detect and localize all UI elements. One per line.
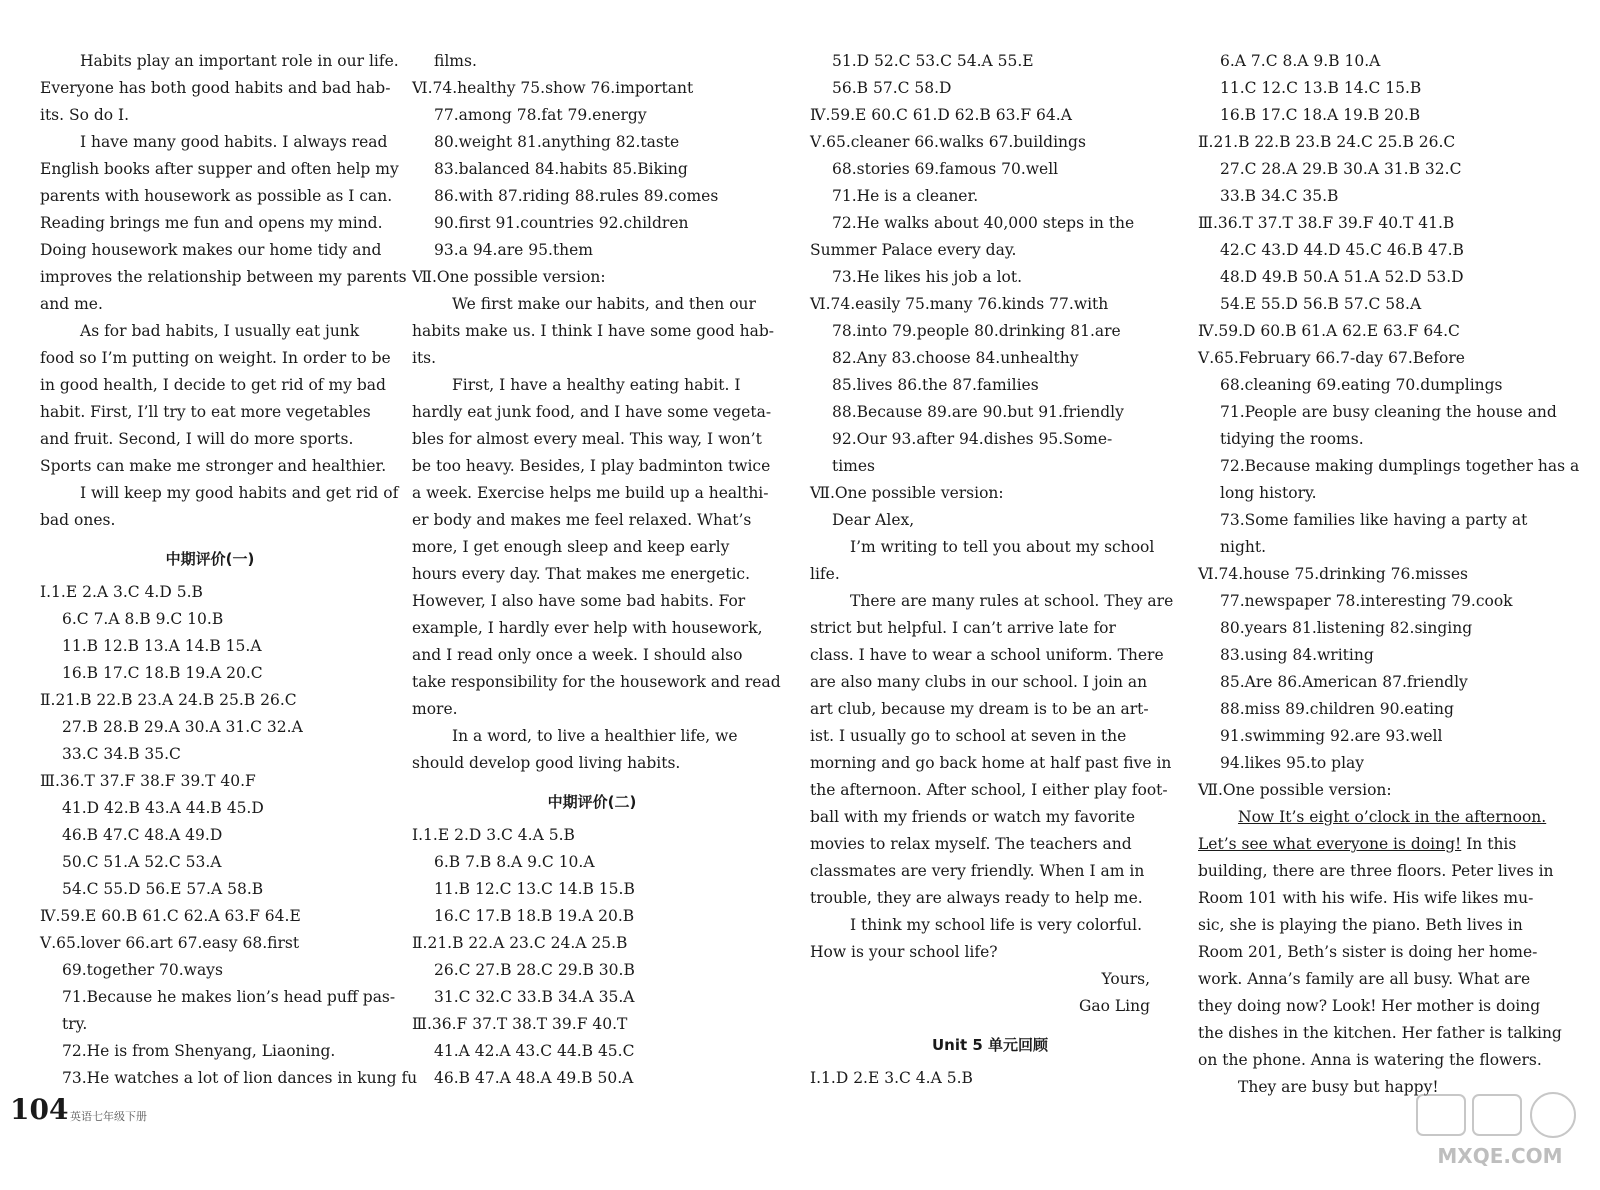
answer-line: 92.Our 93.after 94.dishes 95.Some- (832, 430, 1113, 448)
answer-line: Ⅳ.59.E 60.B 61.C 62.A 63.F 64.E (40, 907, 301, 925)
answer-line: Ⅰ.1.E 2.D 3.C 4.A 5.B (412, 826, 575, 844)
answer-line: 77.among 78.fat 79.energy (434, 106, 647, 124)
answer-line: 56.B 57.C 58.D (832, 79, 952, 97)
answer-line: 72.He walks about 40,000 steps in the (832, 214, 1135, 232)
answer-line: tidying the rooms. (1220, 430, 1364, 448)
text-line: building, there are three floors. Peter lives in (1198, 862, 1554, 880)
answer-line: 71.Because he makes lion’s head puff pas- (62, 988, 396, 1006)
text-line: take responsibility for the housework and read (412, 673, 781, 691)
answer-line: 26.C 27.B 28.C 29.B 30.B (434, 961, 635, 979)
answer-line: 46.B 47.C 48.A 49.D (62, 826, 223, 844)
text-line: How is your school life? (810, 943, 998, 961)
text-line: First, I have a healthy eating habit. I (452, 376, 741, 394)
answer-line: 83.using 84.writing (1220, 646, 1374, 664)
text-line: strict but helpful. I can’t arrive late for (810, 619, 1116, 637)
text-line: Dear Alex, (832, 511, 915, 529)
answer-line: 80.weight 81.anything 82.taste (434, 133, 680, 151)
text-line: and fruit. Second, I will do more sports. (40, 430, 354, 448)
underlined-text-line: Now It’s eight o’clock in the afternoon. (1238, 808, 1547, 826)
answer-line: 6.C 7.A 8.B 9.C 10.B (62, 610, 224, 628)
answer-line: Ⅵ.74.house 75.drinking 76.misses (1198, 565, 1468, 583)
column-3 (810, 48, 1174, 1092)
answer-line: Ⅵ.74.healthy 75.show 76.important (412, 79, 694, 97)
answer-line: 6.A 7.C 8.A 9.B 10.A (1220, 52, 1381, 70)
answer-line: 78.into 79.people 80.drinking 81.are (832, 322, 1121, 340)
section-heading: 中期评价(二) (547, 793, 637, 811)
answer-line: 16.C 17.B 18.B 19.A 20.B (434, 907, 635, 925)
page-number: 104 (10, 1093, 69, 1126)
answer-line: Ⅱ.21.B 22.A 23.C 24.A 25.B (412, 934, 628, 952)
text-line: in good health, I decide to get rid of my bad (40, 376, 386, 394)
column-4 (1198, 48, 1580, 1101)
text-line: are also many clubs in our school. I join an (810, 673, 1148, 691)
signature-line: Gao Ling (1078, 997, 1150, 1015)
text-line: and I read only once a week. I should also (412, 646, 743, 664)
text-line: more. (412, 700, 458, 718)
answer-line: 31.C 32.C 33.B 34.A 35.A (434, 988, 635, 1006)
text-line: habits make us. I think I have some good hab- (412, 322, 774, 340)
answer-line: Ⅶ.One possible version: (810, 484, 1004, 502)
answer-line: 11.B 12.B 13.A 14.B 15.A (62, 637, 262, 655)
answer-line: 51.D 52.C 53.C 54.A 55.E (832, 52, 1034, 70)
answer-line: 71.People are busy cleaning the house and (1220, 403, 1557, 421)
text-line: ist. I usually go to school at seven in the (810, 727, 1127, 745)
answer-line: 88.miss 89.children 90.eating (1220, 700, 1454, 718)
answer-line: Ⅶ.One possible version: (1198, 781, 1392, 799)
text-line: work. Anna’s family are all busy. What are (1198, 970, 1531, 988)
answer-line: 41.D 42.B 43.A 44.B 45.D (62, 799, 264, 817)
text-line: example, I hardly ever help with housework, (412, 619, 763, 637)
text-line: Yours, (1101, 970, 1150, 988)
answer-line: 71.He is a cleaner. (832, 187, 979, 205)
text-line: classmates are very friendly. When I am in (810, 862, 1145, 880)
answer-line: times (832, 457, 876, 475)
answer-line: 68.stories 69.famous 70.well (832, 160, 1059, 178)
section-heading: Unit 5 单元回顾 (931, 1036, 1049, 1054)
text-line: the afternoon. After school, I either play foot- (810, 781, 1168, 799)
text-span: In this (1466, 835, 1517, 853)
answer-line: 91.swimming 92.are 93.well (1220, 727, 1443, 745)
text-line: We first make our habits, and then our (452, 295, 756, 313)
text-line: its. (412, 349, 437, 367)
answer-line: 86.with 87.riding 88.rules 89.comes (434, 187, 719, 205)
text-line: Doing housework makes our home tidy and (40, 241, 382, 259)
text-line: There are many rules at school. They are (850, 592, 1174, 610)
answer-line: Ⅴ.65.lover 66.art 67.easy 68.first (40, 934, 300, 952)
answer-line: 48.D 49.B 50.A 51.A 52.D 53.D (1220, 268, 1464, 286)
answer-line: 42.C 43.D 44.D 45.C 46.B 47.B (1220, 241, 1464, 259)
text-line: Reading brings me fun and opens my mind. (40, 214, 383, 232)
text-line: habit. First, I’ll try to eat more vegetables (40, 403, 371, 421)
answer-line: 54.C 55.D 56.E 57.A 58.B (62, 880, 264, 898)
text-line: food so I’m putting on weight. In order to be (40, 349, 391, 367)
answer-line: 80.years 81.listening 82.singing (1220, 619, 1473, 637)
text-line: hours every day. That makes me energetic. (412, 565, 751, 583)
answer-line: 72.Because making dumplings together has a (1220, 457, 1580, 475)
answer-line: 73.He watches a lot of lion dances in kung fu (62, 1069, 418, 1087)
answer-line: Ⅴ.65.February 66.7-day 67.Before (1198, 349, 1465, 367)
answer-line: 54.E 55.D 56.B 57.C 58.A (1220, 295, 1422, 313)
text-line: I’m writing to tell you about my school (850, 538, 1155, 556)
answer-line: Ⅴ.65.cleaner 66.walks 67.buildings (810, 133, 1086, 151)
text-line: Room 201, Beth’s sister is doing her home- (1198, 943, 1538, 961)
text-line: I will keep my good habits and get rid of (80, 484, 399, 502)
answer-line: 73.Some families like having a party at (1220, 511, 1528, 529)
text-line: art club, because my dream is to be an art- (810, 700, 1149, 718)
answer-line: Ⅲ.36.T 37.F 38.F 39.T 40.F (40, 772, 256, 790)
svg-text:MXQE.COM: MXQE.COM (1437, 1144, 1563, 1168)
text-line: life. (810, 565, 840, 583)
text-line: Habits play an important role in our life. (80, 52, 399, 70)
section-heading: 中期评价(一) (165, 550, 255, 568)
text-line: they doing now? Look! Her mother is doing (1198, 997, 1541, 1015)
answer-line: long history. (1220, 484, 1317, 502)
answer-line: 85.Are 86.American 87.friendly (1220, 673, 1468, 691)
answer-line: 69.together 70.ways (62, 961, 223, 979)
answer-line: films. (434, 52, 477, 70)
text-line: Room 101 with his wife. His wife likes mu- (1198, 889, 1534, 907)
answer-line: 16.B 17.C 18.B 19.A 20.C (62, 664, 263, 682)
text-line: In a word, to live a healthier life, we (452, 727, 738, 745)
answer-line: night. (1220, 538, 1267, 556)
text-line: class. I have to wear a school uniform. There (810, 646, 1164, 664)
watermark-logo (1405, 1085, 1595, 1175)
answer-line: 33.C 34.B 35.C (62, 745, 181, 763)
answer-line: Ⅰ.1.D 2.E 3.C 4.A 5.B (810, 1069, 973, 1087)
answer-line: Ⅱ.21.B 22.B 23.A 24.B 25.B 26.C (40, 691, 297, 709)
text-line: They are busy but happy! (1238, 1078, 1439, 1096)
answer-line: Ⅳ.59.E 60.C 61.D 62.B 63.F 64.A (810, 106, 1072, 124)
text-line: on the phone. Anna is watering the flowers. (1198, 1051, 1542, 1069)
text-line: English books after supper and often help my (40, 160, 399, 178)
text-line: Sports can make me stronger and healthier. (40, 457, 387, 475)
text-line: movies to relax myself. The teachers and (810, 835, 1132, 853)
text-line: I think my school life is very colorful. (850, 916, 1142, 934)
text-line: er body and makes me feel relaxed. What’s (412, 511, 752, 529)
answer-line: 88.Because 89.are 90.but 91.friendly (832, 403, 1124, 421)
answer-line: Ⅲ.36.F 37.T 38.T 39.F 40.T (412, 1015, 628, 1033)
text-line: should develop good living habits. (412, 754, 681, 772)
text-line (1198, 831, 1568, 858)
answer-line: 6.B 7.B 8.A 9.C 10.A (434, 853, 595, 871)
book-label: 英语七年级下册 (70, 1110, 147, 1123)
answer-line: 77.newspaper 78.interesting 79.cook (1220, 592, 1513, 610)
text-line: morning and go back home at half past five in (810, 754, 1172, 772)
text-line: sic, she is playing the piano. Beth lives in (1198, 916, 1523, 934)
text-line: be too heavy. Besides, I play badminton twice (412, 457, 771, 475)
answer-line: 11.C 12.C 13.B 14.C 15.B (1220, 79, 1422, 97)
text-line: a week. Exercise helps me build up a healthi- (412, 484, 769, 502)
answer-line: Ⅰ.1.E 2.A 3.C 4.D 5.B (40, 583, 203, 601)
answer-line: Ⅶ.One possible version: (412, 268, 606, 286)
answer-line: 33.B 34.C 35.B (1220, 187, 1339, 205)
text-line: I have many good habits. I always read (80, 133, 388, 151)
text-line: parents with housework as possible as I can. (40, 187, 393, 205)
text-line: As for bad habits, I usually eat junk (80, 322, 360, 340)
text-line: improves the relationship between my parents (40, 268, 407, 286)
answer-line: 16.B 17.C 18.A 19.B 20.B (1220, 106, 1421, 124)
text-line: more, I get enough sleep and keep early (412, 538, 730, 556)
text-line: hardly eat junk food, and I have some vegeta- (412, 403, 772, 421)
answer-line: 41.A 42.A 43.C 44.B 45.C (434, 1042, 635, 1060)
text-line: the dishes in the kitchen. Her father is talking (1198, 1024, 1562, 1042)
column-2 (412, 48, 781, 1092)
text-line: ball with my friends or watch my favorite (810, 808, 1136, 826)
answer-line: 50.C 51.A 52.C 53.A (62, 853, 222, 871)
answer-line: 82.Any 83.choose 84.unhealthy (832, 349, 1079, 367)
answer-line: 94.likes 95.to play (1220, 754, 1365, 772)
answer-line: 72.He is from Shenyang, Liaoning. (62, 1042, 336, 1060)
answer-line: Ⅱ.21.B 22.B 23.B 24.C 25.B 26.C (1198, 133, 1456, 151)
text-line: bad ones. (40, 511, 116, 529)
answer-line: 73.He likes his job a lot. (832, 268, 1023, 286)
answer-line: Ⅳ.59.D 60.B 61.A 62.E 63.F 64.C (1198, 322, 1460, 340)
text-line: its. So do I. (40, 106, 130, 124)
answer-line: Summer Palace every day. (810, 241, 1017, 259)
answer-line: try. (62, 1015, 88, 1033)
underlined-text: Let’s see what everyone is doing! (1198, 835, 1462, 853)
answer-line: Ⅲ.36.T 37.T 38.F 39.F 40.T 41.B (1198, 214, 1455, 232)
answer-line: 11.B 12.C 13.C 14.B 15.B (434, 880, 635, 898)
answer-line: Ⅵ.74.easily 75.many 76.kinds 77.with (810, 295, 1109, 313)
answer-line: 27.C 28.A 29.B 30.A 31.B 32.C (1220, 160, 1462, 178)
text-line: However, I also have some bad habits. For (412, 592, 746, 610)
answer-line: 46.B 47.A 48.A 49.B 50.A (434, 1069, 634, 1087)
answer-line: 68.cleaning 69.eating 70.dumplings (1220, 376, 1503, 394)
answer-line: 90.first 91.countries 92.children (434, 214, 689, 232)
text-line: bles for almost every meal. This way, I won’t (412, 430, 762, 448)
column-1 (40, 48, 418, 1092)
answer-line: 85.lives 86.the 87.families (832, 376, 1039, 394)
text-line: Everyone has both good habits and bad hab- (40, 79, 391, 97)
answer-line: 83.balanced 84.habits 85.Biking (434, 160, 688, 178)
answer-line: 93.a 94.are 95.them (434, 241, 593, 259)
text-line: and me. (40, 295, 103, 313)
answer-line: 27.B 28.B 29.A 30.A 31.C 32.A (62, 718, 303, 736)
text-line: trouble, they are always ready to help me. (810, 889, 1143, 907)
